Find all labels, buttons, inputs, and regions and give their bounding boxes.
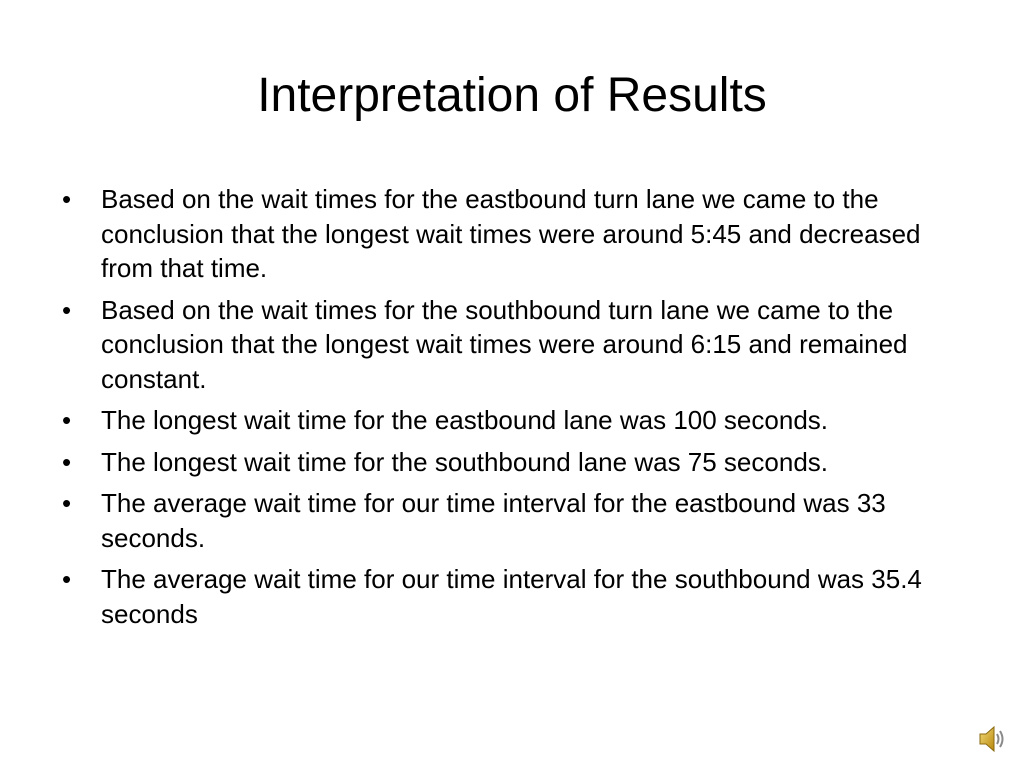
bullet-text: The longest wait time for the eastbound lane was 100 seconds. bbox=[101, 405, 828, 435]
bullet-text: The average wait time for our time interval for the eastbound was 33 seconds. bbox=[101, 488, 886, 553]
bullet-marker: • bbox=[62, 294, 72, 325]
bullet-text: The longest wait time for the southbound lane was 75 seconds. bbox=[101, 446, 828, 477]
bullet-marker: • bbox=[62, 184, 72, 214]
bullet-text: Based on the wait times for the eastbound turn lane we came to the conclusion that the longest wait times were around 5:45 and decreased from that time. bbox=[101, 184, 921, 283]
bullet-marker: • bbox=[62, 405, 72, 435]
bullet-text: The average wait time for our time interval for the southbound was 35.4 seconds bbox=[101, 564, 922, 629]
bullet-text: Based on the wait times for the southbound turn lane we came to the conclusion that the longest wait times were around 6:15 and remained constant. bbox=[101, 294, 908, 394]
bullet-item bbox=[60, 403, 960, 438]
bullet-marker: • bbox=[62, 564, 72, 594]
bullet-list bbox=[60, 182, 960, 638]
bullet-item bbox=[60, 293, 960, 397]
speaker-icon-graphic bbox=[978, 722, 1008, 756]
bullet-marker: • bbox=[62, 488, 72, 518]
bullet-item bbox=[60, 486, 960, 555]
bullet-item bbox=[60, 445, 960, 480]
bullet-item bbox=[60, 562, 960, 631]
bullet-marker: • bbox=[62, 446, 72, 477]
speaker-icon[interactable] bbox=[978, 722, 1008, 756]
bullet-item bbox=[60, 182, 960, 286]
slide-title: Interpretation of Results bbox=[257, 69, 767, 122]
